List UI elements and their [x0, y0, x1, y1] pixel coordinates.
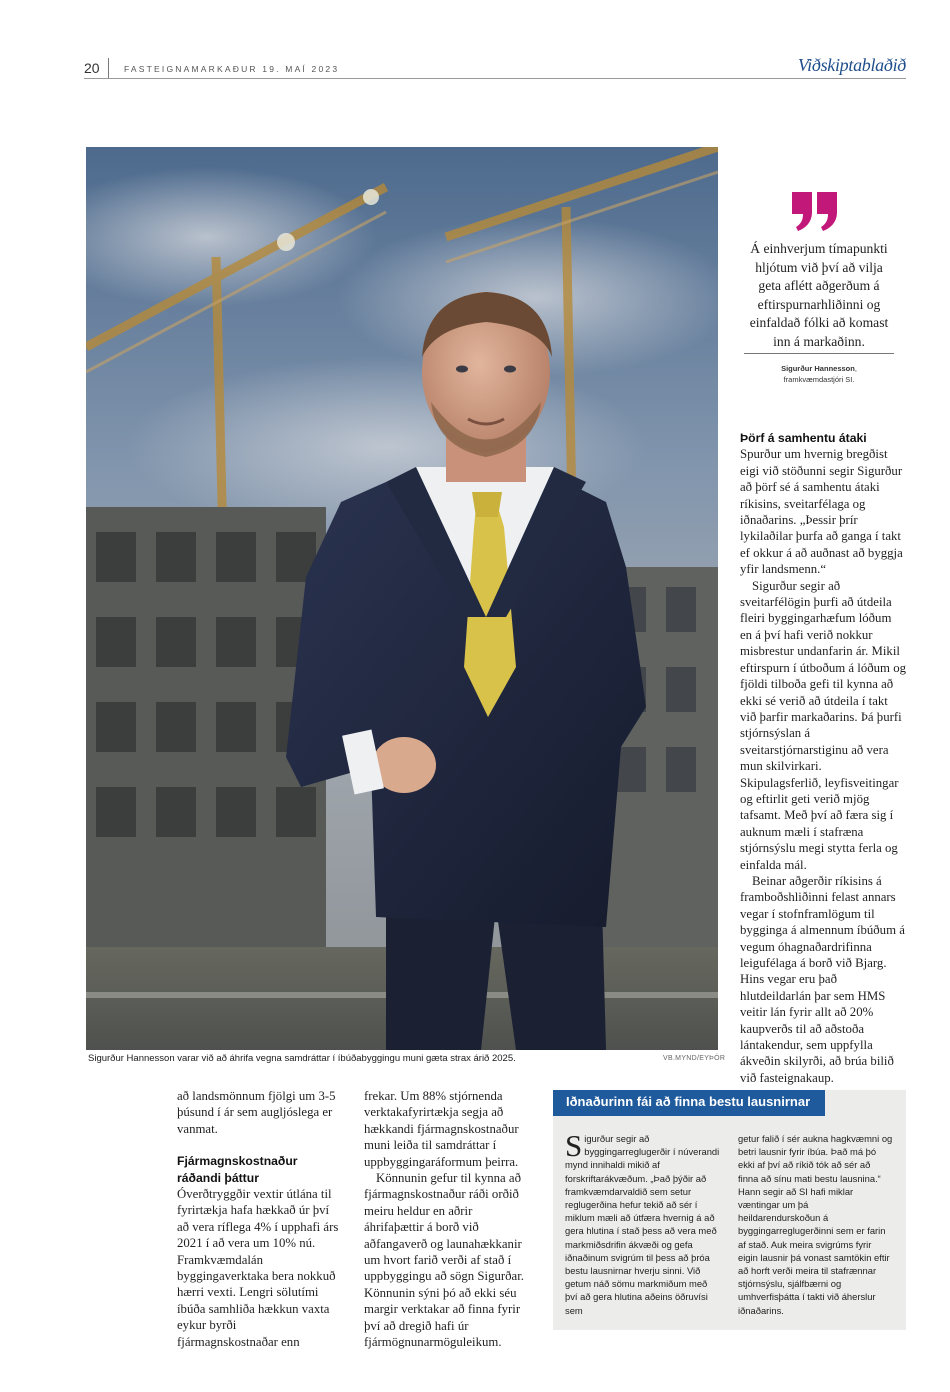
photo-caption: Sigurður Hannesson varar við að áhrifa vegna samdráttar í íbúðabyggingu muni gæta strax árið 2025.: [88, 1053, 516, 1064]
portrait-photo: [86, 147, 718, 1050]
sidebar-text-1: igurður segir að byggingarreglugerðir í núverandi mynd innihaldi mikið af forskriftarákvæðum. „Það þýðir að framkvæmdarvaldið sem setur reglugerðina hefur tekið að sér í miklum mæli að útfæra hvernig á að gera hlutina í stað þess að vera með markmiðsdrifin ákvæði og gefa iðnaðinum svigrúm til þess að þróa bestu lausnirnar hverju sinni. Við getum náð sömu markmiðum með því að gera hlutina aðeins öðruvísi sem: [565, 1133, 720, 1316]
article-paragraph: Könnunin gefur til kynna að fjármagnskostnaður ráði orðið meiru heldur en aðrir áhrifaþættir á borð við aðfangaverð og launahækkanir um hvort farið verði af stað í uppbyggingu að sögn Sigurðar. Könnunin sýni þó að ekki séu margir verktakar að finna fyrir því að dregið hafi úr fjármögnunarmöguleikum.: [364, 1171, 524, 1350]
pull-quote-text: Á einhverjum tímapunkti hljótum við því að vilja geta aflétt aðgerðum á eftirspurnarhliðinni og einfaldað fólki að komast inn á markaðinn.: [749, 241, 889, 349]
subhead-fjarmagnskostnadur: Fjármagnskostnaður ráðandi þáttur: [177, 1154, 298, 1185]
sidebar-column-1: [565, 1128, 720, 1317]
quote-author-separator: ,: [854, 364, 857, 373]
sidebar-column-2: [738, 1132, 893, 1317]
quote-author-name: Sigurður Hannesson: [781, 364, 855, 373]
quote-attribution: [744, 363, 894, 385]
article-paragraph: frekar. Um 88% stjórnenda verktakafyrirtækja segja að hækkandi fjármagnskostnaður muni leiða til samdráttar í uppbyggingaráformum þeirra.: [364, 1089, 519, 1169]
article-paragraph: Sigurður segir að sveitarfélögin þurfi að útdeila fleiri byggingarhæfum lóðum en á því hafi verið nokkur misbrestur undanfarin ár. Mikil eftirspurn í útboðum á lóðum og fjöldi tilboða gefi til kynna að ekki sé verið að útdeila í takt við þarfir markaðarins. Þá þurfi stjórnsýslan á sveitarstjórnarstiginu að vera mun skilvirkari. Skipulagsferlið, leyfisveitingar og eftirlit geti verið mjög tafsamt. Með því að færa sig í auknum mæli í stafræna stjórnsýslu megi stytta ferla og einfalda mál.: [740, 578, 906, 872]
article-column-bottom-2: [364, 1088, 532, 1351]
masthead-logo: Viðskiptablaðið: [797, 55, 906, 75]
sidebar-title: Iðnaðurinn fái að finna bestu lausnirnar: [566, 1094, 811, 1109]
page-number: 20: [84, 60, 100, 76]
header-separator: [108, 58, 109, 78]
article-paragraph: Spurður um hvernig bregðist eigi við stöðunni segir Sigurður að þörf sé á samhentu átaki ríkisins, sveitarfélaga og iðnaðarins. „Þessir þrír lykilaðilar þurfa að ganga í takt ef okkur á að auðnast að byggja yfir landsmenn.“: [740, 447, 903, 577]
photo-credit: VB.MYND/EYÞÓR: [663, 1055, 726, 1062]
drop-cap: S: [565, 1128, 583, 1163]
article-paragraph: Beinar aðgerðir ríkisins á framboðshliðinni felast annars vegar í stofnframlögum til bygginga á almennum íbúðum á vegum óhagnaðardrifinna leigufélaga á borð við Bjarg. Hins vegar eru það hlutdeildarlán þar sem HMS veitir lán fyrir allt að 20% kaupverðs til að aðstoða lántakendur, sem uppfylla ákveðin skilyrði, að brúa bilið við fasteignakaup.: [740, 873, 905, 1085]
article-paragraph: að landsmönnum fjölgi um 3-5 þúsund í ár sem augljóslega er vanmat.: [177, 1089, 336, 1136]
sidebar-text-2: getur falið í sér aukna hagkvæmni og betri lausnir fyrir íbúa. Það má þó ekki af því að ríkið tók að sér að finna að sínu mati bestu lausnina.“ Hann segir að SI hafi miklar væntingar um þá heildarendurskoðun á byggingarreglugerðinni sem er farin af stað. Auk meira svigrúms fyrir eigin lausnir þá vonast samtökin eftir að horft verði meira til stafrænnar stjórnsýslu, sjálfbærni og umhverfisþátta í takti við áherslur iðnaðarins.: [738, 1133, 893, 1316]
quote-mark-icon: [790, 190, 840, 232]
article-paragraph: Óverðtryggðir vextir útlána til fyrirtækja hafa hækkað úr því að vera ríflega 4% í upphafi árs 2021 í að vera um 10% nú. Framkvæmdalán byggingaverktaka bera nokkuð hærri vexti. Lengri sölutími íbúða samhliða hækkun vaxta eykur byrði fjármagnskostnaðar enn: [177, 1187, 339, 1349]
quote-author-title: framkvæmdastjóri SI.: [783, 375, 855, 384]
section-header: FASTEIGNAMARKAÐUR 19. MAÍ 2023: [124, 64, 340, 74]
subhead-thorf: Þörf á samhentu átaki: [740, 431, 867, 445]
article-column-bottom-1: [177, 1088, 340, 1350]
article-column-right: [740, 430, 906, 1086]
header-rule: [84, 78, 906, 79]
quote-divider: [744, 353, 894, 354]
